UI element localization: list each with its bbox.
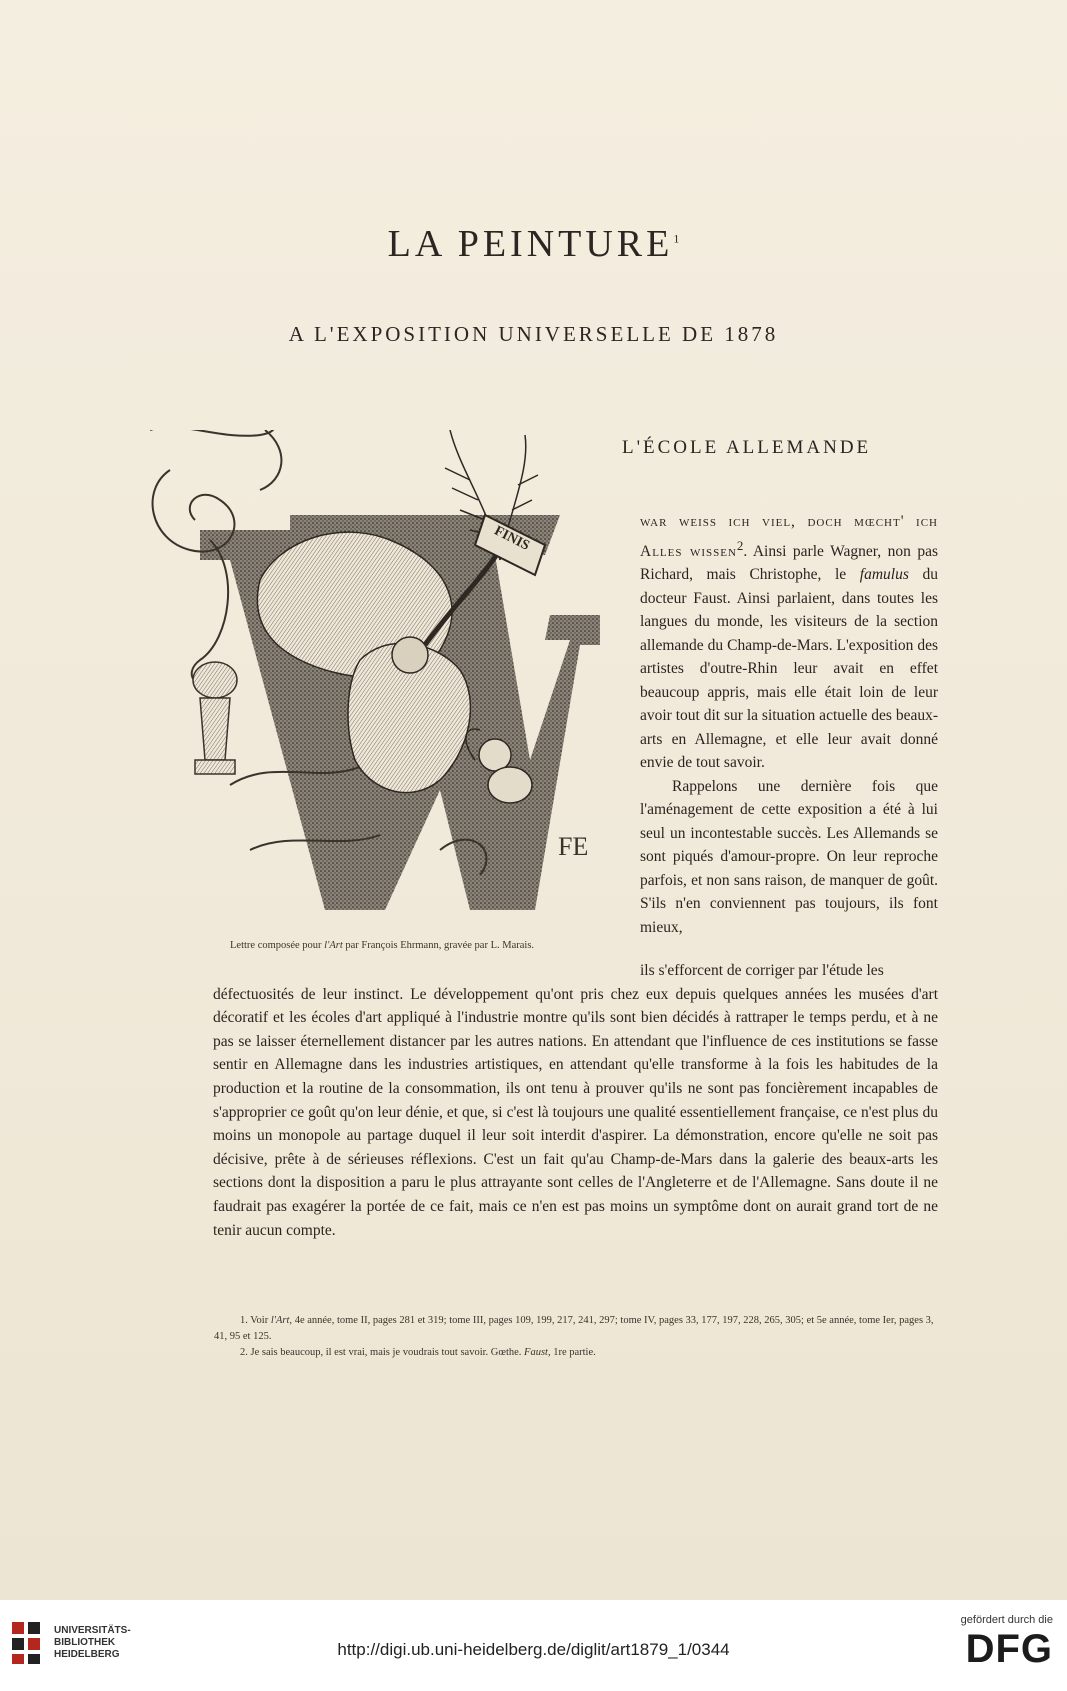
paragraph: Rappelons une dernière fois que l'aménagement de cette exposition a été à lui seul un incontestable succès. Les Allemands se sont piqués d'amour-propre. On leur reproche parfois, et non sans raison, de manquer de goût. S'ils n'en conviennent pas toujours, ils font mieux, (640, 777, 938, 936)
illustration-caption: Lettre composée pour l'Art par François Ehrmann, gravée par L. Marais. (230, 940, 535, 951)
footnote-2: 2. Je sais beaucoup, il est vrai, mais je voudrais tout savoir. Gœthe. Faust, 1re partie. (240, 1347, 596, 1358)
urn-ornament (193, 662, 237, 774)
paragraph: war weiss ich viel, doch mœcht' ich Alles wissen$^2$. Ainsi parle Wagner, non pas Richard, mais Christophe, le famulus du docteur Faust. Ainsi parlaient, dans toutes les langues du monde, les visiteurs de la section allemande du Champ-de-Mars. L'exposition des artistes d'outre-Rhin leur avait en effet beaucoup appris, mais elle était loin de leur avoir tout dit sur la situation actuelle des beaux-arts en Allemagne, et elle leur avait donné envie de tout savoir. (640, 513, 938, 772)
footnote-1: 1. Voir l'Art, 4e année, tome II, pages 281 et 319; tome III, pages 109, 199, 217, 241, 297; tome IV, pages 33, 177, 197, 228, 265, 305; et 5e année, tome Ier, pages 3, 41, 95 et 125. (214, 1315, 934, 1342)
svg-text:FINIS: FINIS (491, 523, 532, 554)
footnotes (214, 1313, 938, 1361)
page-title: LA PEINTURE$^1$ (387, 223, 680, 265)
library-name: UNIVERSITÄTS- BIBLIOTHEK HEIDELBERG (54, 1625, 131, 1660)
title-footnote-ref: 1 (673, 231, 680, 246)
column-text (640, 510, 938, 939)
page-subtitle: A L'EXPOSITION UNIVERSELLE DE 1878 (288, 322, 779, 346)
body-first-line: ils s'efforcent de corriger par l'étude les (640, 962, 884, 979)
dfg-logo: DFG (965, 1627, 1053, 1671)
body-text (213, 959, 938, 1242)
body-paragraph: défectuosités de leur instinct. Le développement qu'ont pris chez eux depuis quelques années les musées d'art décoratif et les écoles d'art appliqué à l'industrie montre qu'ils sont bien décidés à rattraper le temps perdu, et à ne pas se laisser éternellement distancer par les autres nations. En attendant que l'influence de ces institutions se fasse sentir en Allemagne dans les industries artistiques, en attendant qu'elle transforme à la fois les habitudes de la production et la routine de la consommation, ils ont tenu à prouver qu'ils ne sont pas foncièrement incapables de s'approprier ce goût qu'on leur dénie, et que, si c'est là toujours une qualité essentiellement française, ce n'est plus du moins un monopole au partage duquel il leur soit interdit d'aspirer. La démonstration, encore qu'elle ne soit pas décisive, prête à de sérieuses réflexions. C'est un fait qu'au Champ-de-Mars dans la galerie des beaux-arts les sections dont la disposition a paru le plus attrayante sont celles de l'Angleterre et de l'Allemagne. Sans doute il ne faudrait pas exagérer la portée de ce fait, mais ce n'en est pas moins un symptôme dont on aurait grand tort de ne tenir aucun compte. (213, 985, 938, 1239)
funder-branding[interactable] (933, 1614, 1053, 1672)
funded-by-label: gefördert durch die (960, 1614, 1053, 1626)
document-url[interactable]: http://digi.ub.uni-heidelberg.de/diglit/art1879_1/0344 (337, 1640, 730, 1659)
section-heading: L'ÉCOLE ALLEMANDE (622, 437, 872, 458)
ornamental-letter-illustration (140, 430, 600, 922)
footnote-ref: 2 (736, 537, 744, 553)
artist-monogram: FE (558, 832, 589, 861)
